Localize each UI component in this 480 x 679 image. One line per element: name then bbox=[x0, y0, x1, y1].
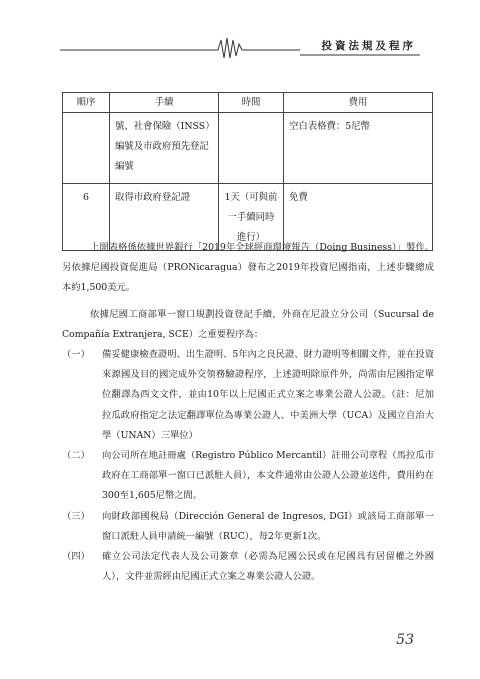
cell-no bbox=[63, 113, 110, 184]
col-header-time: 時間 bbox=[219, 93, 284, 113]
cell-procedure: 取得市政府登記證 bbox=[110, 184, 219, 251]
list-item-label: （四） bbox=[62, 551, 90, 563]
list-item-label: （二） bbox=[62, 450, 90, 462]
col-header-procedure: 手續 bbox=[110, 93, 219, 113]
cell-no: 6 bbox=[63, 184, 110, 251]
list-item-text: 向公司所在地註冊處（Registro Público Mercantil）註冊公司章程（馬拉瓜市政府在工商部單一窗口已派駐人員），本文件通常由公證人公證並送件，費用約在300至1,605尼幣之間。 bbox=[102, 450, 434, 502]
list-item bbox=[62, 446, 434, 507]
page-header bbox=[0, 28, 480, 62]
col-header-no: 順序 bbox=[63, 93, 110, 113]
list-item-text: 備妥健康檢查證明、出生證明、5年內之良民證、財力證明等相關文件，並在投資來源國及目的國完成外交領務驗證程序，上述證明除原件外，尚需由尼國指定單位翻譯為西文文件，並由10年以上尼國正式立案之專業公證人公證。（註：尼加拉瓜政府指定之法定翻譯單位為專業公證人、中美洲大學（UCA）及國立自治大學（UNAN）三單位） bbox=[102, 349, 434, 441]
list-item-text: 向財政部國稅局（Dirección General de Ingresos, DGI）或該局工商部單一窗口派駐人員申請統一編號（RUC），每2年更新1次。 bbox=[102, 510, 434, 542]
cell-time bbox=[219, 113, 284, 184]
list-item-text: 確立公司法定代表人及公司簽章（必需為尼國公民或在尼國具有居留權之外國人），文件並需經由尼國正式立案之專業公證人公證。 bbox=[102, 551, 434, 583]
cell-procedure: 號、社會保險（INSS）編號及市政府預先登記編號 bbox=[110, 113, 219, 184]
table-row bbox=[63, 113, 433, 184]
page-number: 53 bbox=[396, 632, 414, 648]
table-header-row bbox=[63, 93, 433, 113]
col-header-cost: 費用 bbox=[284, 93, 433, 113]
body-text bbox=[62, 238, 434, 587]
list-item-label: （一） bbox=[62, 349, 90, 361]
cell-cost: 空白表格費：5尼幣 bbox=[284, 113, 433, 184]
list-item bbox=[62, 507, 434, 547]
cell-cost: 免費 bbox=[284, 184, 433, 251]
paragraph-source: 上開表格係依據世界銀行「2019年全球經商環境報告（Doing Business）」製作。另依據尼國投資促進局（PRONicaragua）發布之2019年投資尼國指南，上述步驟總成本約1,500美元。 bbox=[62, 242, 434, 294]
cell-time: 1天（可與前一手續同時進行） bbox=[219, 184, 284, 251]
procedure-table bbox=[62, 92, 433, 251]
list-item-label: （三） bbox=[62, 510, 90, 522]
paragraph-procedure-intro: 依據尼國工商部單一窗口規劃投資登記手續，外商在尼設立分公司（Sucursal de Compañía Extranjera, SCE）之重要程序為： bbox=[62, 308, 434, 340]
list-item bbox=[62, 547, 434, 587]
header-title: 投資法規及程序 bbox=[321, 40, 416, 52]
list-item bbox=[62, 345, 434, 446]
